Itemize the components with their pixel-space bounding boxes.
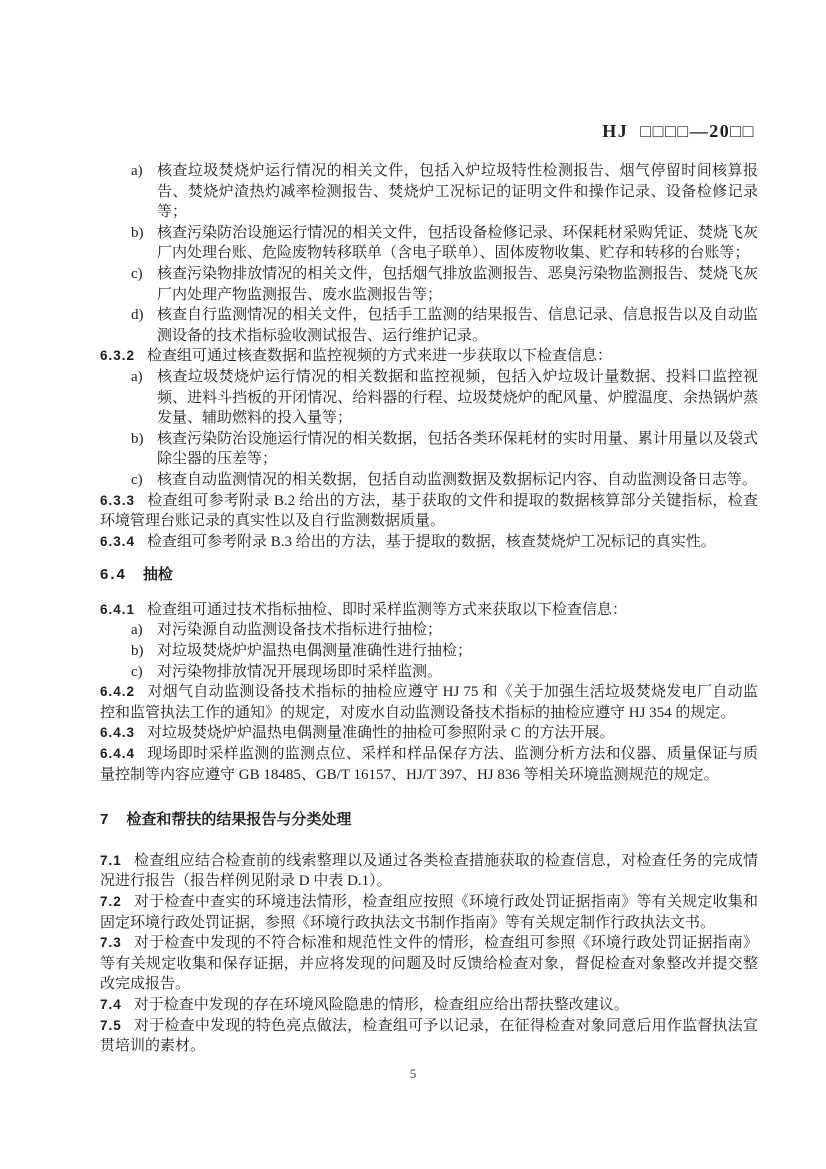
list-item	[100, 662, 758, 683]
clause-text: 对烟气自动监测设备技术指标的抽检应遵守 HJ 75 和《关于加强生活垃圾焚烧发电厂自动监控和监管执法工作的通知》的规定，对废水自动监测设备技术指标的抽检应遵守 HJ 354 的规定。	[100, 684, 758, 721]
clause-paragraph	[100, 744, 758, 785]
clause-text: 检查组可通过技术指标抽检、即时采样监测等方式来获取以下检查信息：	[147, 601, 628, 618]
list-marker: c)	[131, 265, 143, 282]
list-marker: c)	[131, 663, 143, 680]
clause-paragraph	[100, 723, 758, 744]
page-number: 5	[409, 1066, 417, 1081]
section-number: 6.4	[100, 566, 127, 584]
clause-number: 6.3.2	[100, 348, 136, 364]
clause-text: 现场即时采样监测的监测点位、采样和样品保存方法、监测分析方法和仪器、质量保证与质量控制等内容应遵守 GB 18485、GB/T 16157、HJ/T 397、HJ 836 等相关环境监测规范的规定。	[100, 746, 758, 783]
list-item-text: 核查垃圾焚烧炉运行情况的相关数据和监控视频，包括入炉垃圾计量数据、投料口监控视频、进料斗挡板的开闭情况、给料器的行程、垃圾焚烧炉的配风量、炉膛温度、余热锅炉蒸发量、辅助燃料的投入量等；	[157, 368, 758, 427]
list-item-text: 核查污染防治设施运行情况的相关数据，包括各类环保耗材的实时用量、累计用量以及袋式除尘器的压差等；	[157, 430, 758, 468]
section-heading	[100, 565, 758, 586]
clause-paragraph	[100, 1016, 758, 1057]
clause-paragraph	[100, 851, 758, 892]
clause-paragraph	[100, 346, 758, 367]
clause-number: 6.4.2	[100, 684, 136, 700]
clause-text: 对于检查中发现的存在环境风险隐患的情形，检查组应给出帮扶整改建议。	[133, 996, 629, 1013]
list-item	[100, 305, 758, 346]
clause-text: 检查组可参考附录 B.2 给出的方法，基于获取的文件和提取的数据核算部分关键指标，检查环境管理台账记录的真实性以及自行监测数据质量。	[100, 492, 758, 530]
clause-text: 对于检查中发现的不符合标准和规范性文件的情形，检查组可参照《环境行政处罚证据指南》等有关规定收集和保存证据，并应将发现的问题及时反馈给检查对象，督促检查对象整改并提交整改完成报告。	[100, 935, 758, 993]
section-title: 检查和帮扶的结果报告与分类处理	[126, 811, 352, 829]
clause-text: 对于检查中发现的特色亮点做法，检查组可予以记录，在征得检查对象同意后用作监督执法宣贯培训的素材。	[100, 1017, 758, 1055]
clause-number: 7.4	[100, 996, 122, 1012]
clause-text: 对于检查中查实的环境违法情形，检查组应按照《环境行政处罚证据指南》等有关规定收集和固定环境行政处罚证据，参照《环境行政执法文书制作指南》等有关规定制作行政执法文书。	[100, 894, 758, 931]
clause-number: 6.4.3	[100, 725, 136, 741]
list-item-text: 对污染物排放情况开展现场即时采样监测。	[157, 663, 443, 680]
list-marker: a)	[131, 622, 143, 639]
list-item-text: 对污染源自动监测设备技术指标进行抽检；	[157, 622, 443, 639]
list-item	[100, 429, 758, 470]
clause-number: 7.3	[100, 935, 122, 951]
clause-paragraph	[100, 892, 758, 933]
page-footer	[0, 1066, 826, 1082]
clause-paragraph	[100, 600, 758, 621]
clause-number: 7.2	[100, 894, 122, 909]
clause-number: 6.4.4	[100, 746, 136, 762]
document-body	[100, 161, 758, 1057]
list-item	[100, 470, 758, 491]
clause-text: 检查组可通过核查数据和监控视频的方式来进一步获取以下检查信息：	[147, 348, 613, 365]
list-item	[100, 264, 758, 305]
list-marker: a)	[131, 163, 143, 179]
list-item-text: 核查污染物排放情况的相关文件，包括烟气排放监测报告、恶臭污染物监测报告、焚烧飞灰厂内处理产物监测报告、废水监测报告等；	[157, 265, 758, 303]
list-item-text: 核查自行监测情况的相关文件，包括手工监测的结果报告、信息记录、信息报告以及自动监测设备的技术指标验收测试报告、运行维护记录。	[157, 307, 758, 344]
page-header	[0, 100, 755, 163]
list-marker: a)	[131, 368, 143, 385]
list-item-text: 核查垃圾焚烧炉运行情况的相关文件，包括入炉垃圾特性检测报告、烟气停留时间核算报告、焚烧炉渣热灼减率检测报告、焚烧炉工况标记的证明文件和操作记录、设备检修记录等；	[157, 163, 758, 221]
list-item	[100, 161, 758, 223]
list-item-text: 核查污染防治设施运行情况的相关文件，包括设备检修记录、环保耗材采购凭证、焚烧飞灰厂内处理台账、危险废物转移联单（含电子联单）、固体废物收集、贮存和转移的台账等；	[157, 224, 758, 262]
clause-text: 对垃圾焚烧炉炉温热电偶测量准确性的抽检可参照附录 C 的方法开展。	[147, 725, 615, 742]
section-heading	[100, 810, 758, 831]
section-title: 抽检	[142, 566, 173, 584]
list-marker: b)	[131, 643, 144, 660]
standard-number: HJ □□□□—20□□	[602, 121, 755, 141]
clause-number: 6.3.3	[100, 492, 136, 508]
clause-paragraph	[100, 995, 758, 1016]
clause-paragraph	[100, 532, 758, 553]
section-number: 7	[100, 811, 111, 829]
clause-number: 6.4.1	[100, 601, 136, 617]
list-item	[100, 620, 758, 641]
clause-text: 检查组应结合检查前的线索整理以及通过各类检查措施获取的检查信息，对检查任务的完成情况进行报告（报告样例见附录 D 中表 D.1）。	[100, 852, 758, 890]
list-marker: b)	[131, 224, 144, 241]
list-item	[100, 641, 758, 662]
clause-paragraph	[100, 491, 758, 532]
clause-number: 6.3.4	[100, 533, 136, 549]
clause-paragraph	[100, 682, 758, 723]
list-item-text: 对垃圾焚烧炉炉温热电偶测量准确性进行抽检；	[157, 643, 473, 660]
list-item	[100, 367, 758, 429]
list-marker: c)	[131, 471, 143, 488]
list-item-text: 核查自动监测情况的相关数据，包括自动监测数据及数据标记内容、自动监测设备日志等。	[157, 471, 758, 488]
file-check-list	[100, 161, 758, 346]
list-item	[100, 223, 758, 264]
clause-text: 检查组可参考附录 B.3 给出的方法，基于提取的数据，核查焚烧炉工况标记的真实性。	[147, 533, 716, 550]
clause-number: 7.5	[100, 1017, 122, 1033]
list-marker: b)	[131, 430, 144, 447]
spot-check-list	[100, 620, 758, 682]
data-check-list	[100, 367, 758, 491]
list-marker: d)	[131, 307, 144, 324]
clause-number: 7.1	[100, 852, 122, 868]
clause-paragraph	[100, 933, 758, 995]
